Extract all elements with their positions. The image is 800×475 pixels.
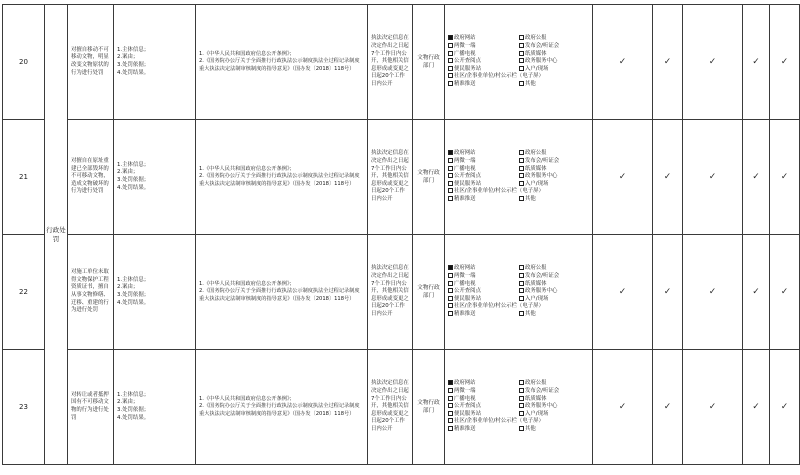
channel-label: 两微一端 <box>454 273 476 280</box>
disclosure-department: 文物行政部门 <box>413 120 445 235</box>
channel-label: 入户/现场 <box>525 410 549 417</box>
channel-option <box>448 35 519 43</box>
channel-list <box>448 35 590 88</box>
unchecked-box-icon <box>519 281 524 286</box>
unchecked-box-icon <box>519 273 524 278</box>
channel-label: 政府网站 <box>454 35 476 42</box>
channel-label: 公开查阅点 <box>454 403 481 410</box>
channel-label: 政务服务中心 <box>525 403 558 410</box>
channel-option <box>519 35 590 43</box>
unchecked-box-icon <box>448 181 453 186</box>
disclosure-elements <box>114 120 196 235</box>
channel-option <box>448 388 519 396</box>
channel-option <box>519 173 590 181</box>
element-line: 1.主体信息； <box>117 391 150 398</box>
channel-option <box>448 265 519 273</box>
channel-label: 精准推送 <box>454 80 476 87</box>
unchecked-box-icon <box>448 296 453 301</box>
channel-label: 发布会/听证会 <box>525 43 560 50</box>
check-mark-icon: ✓ <box>770 120 800 235</box>
channel-label: 政务服务中心 <box>525 58 558 65</box>
channel-label: 公开查阅点 <box>454 173 481 180</box>
check-mark-icon: ✓ <box>653 235 683 350</box>
disclosure-basis <box>196 350 368 465</box>
channel-label: 其他 <box>525 195 536 202</box>
check-mark-icon: ✓ <box>593 235 653 350</box>
channel-option <box>448 303 590 311</box>
element-line: 2.案由； <box>117 54 139 61</box>
channel-label: 广播电视 <box>454 165 476 172</box>
channel-label: 其他 <box>525 310 536 317</box>
channel-option <box>448 426 519 434</box>
disclosure-elements <box>114 5 196 120</box>
channel-label: 广播电视 <box>454 395 476 402</box>
channel-label: 政府公报 <box>525 265 547 272</box>
channel-label: 精准推送 <box>454 425 476 432</box>
element-line: 4.处罚结果。 <box>117 414 150 421</box>
element-line: 1.主体信息； <box>117 161 150 168</box>
basis-line: 2.《国务院办公厅关于全面推行行政执法公示制度执法全过程记录制度重大执法决定法制审核制度的指导意见》（国办发〔2018〕118号） <box>199 58 360 72</box>
disclosure-time: 执法决定信息在决定作出之日起7个工作日内公开，其他相关信息形成或变更之日起20个工作日内公开 <box>368 235 413 350</box>
unchecked-box-icon <box>448 411 453 416</box>
channel-option <box>448 150 519 158</box>
basis-line: 1.《中华人民共和国政府信息公开条例》； <box>199 395 295 402</box>
unchecked-box-icon <box>448 396 453 401</box>
channel-option <box>448 158 519 166</box>
channel-option <box>519 288 590 296</box>
channel-option <box>448 173 519 181</box>
unchecked-box-icon <box>448 66 453 71</box>
channel-option <box>448 188 590 196</box>
row-number: 22 <box>3 235 45 350</box>
disclosure-table <box>2 4 800 465</box>
unchecked-box-icon <box>448 158 453 163</box>
table-row <box>3 235 800 350</box>
unchecked-box-icon <box>448 196 453 201</box>
disclosure-basis <box>196 120 368 235</box>
channel-label: 发布会/听证会 <box>525 388 560 395</box>
disclosure-channels <box>445 120 593 235</box>
channel-label: 政府公报 <box>525 380 547 387</box>
channel-label: 其他 <box>525 80 536 87</box>
disclosure-basis <box>196 5 368 120</box>
unchecked-box-icon <box>519 173 524 178</box>
element-line: 3.处罚依据； <box>117 407 150 413</box>
channel-label: 纸质媒体 <box>525 165 547 172</box>
channel-label: 政府公报 <box>525 35 547 42</box>
element-line: 2.案由； <box>117 284 139 291</box>
item-name: 对擅自移动不可移动文物，明显改变文物原状的行为进行处罚 <box>68 5 114 120</box>
channel-option <box>448 311 519 319</box>
basis-line: 2.《国务院办公厅关于全面推行行政执法公示制度执法全过程记录制度重大执法决定法制审核制度的指导意见》（国办发〔2018〕118号） <box>199 173 360 187</box>
channel-option <box>448 380 519 388</box>
channel-label: 两微一端 <box>454 158 476 165</box>
channel-option <box>519 311 590 319</box>
disclosure-department: 文物行政部门 <box>413 350 445 465</box>
unchecked-box-icon <box>519 288 524 293</box>
item-name: 对擅自在原址重建已全部毁坏的不可移动文物，造成文物破坏的行为进行处罚 <box>68 120 114 235</box>
check-mark-icon: ✓ <box>683 350 743 465</box>
unchecked-box-icon <box>519 81 524 86</box>
channel-label: 便民服务站 <box>454 295 481 302</box>
channel-option <box>519 403 590 411</box>
checked-box-icon <box>448 380 453 385</box>
element-line: 3.处罚依据； <box>117 292 150 298</box>
channel-label: 便民服务站 <box>454 180 481 187</box>
channel-label: 便民服务站 <box>454 65 481 72</box>
channel-option <box>448 58 519 66</box>
unchecked-box-icon <box>519 51 524 56</box>
unchecked-box-icon <box>448 311 453 316</box>
check-mark-icon: ✓ <box>770 350 800 465</box>
channel-list <box>448 380 590 433</box>
disclosure-department: 文物行政部门 <box>413 235 445 350</box>
checked-box-icon <box>448 150 453 155</box>
unchecked-box-icon <box>448 173 453 178</box>
checked-box-icon <box>448 265 453 270</box>
unchecked-box-icon <box>448 273 453 278</box>
channel-label: 纸质媒体 <box>525 280 547 287</box>
channel-option <box>519 196 590 204</box>
check-mark-icon: ✓ <box>770 5 800 120</box>
channel-list <box>448 150 590 203</box>
channel-option <box>519 426 590 434</box>
unchecked-box-icon <box>519 380 524 385</box>
channel-label: 政府网站 <box>454 380 476 387</box>
channel-option <box>448 273 519 281</box>
unchecked-box-icon <box>448 58 453 63</box>
channel-option <box>519 81 590 89</box>
channel-label: 公开查阅点 <box>454 58 481 65</box>
element-line: 2.案由； <box>117 169 139 176</box>
channel-label: 政府公报 <box>525 150 547 157</box>
element-line: 4.处罚结果。 <box>117 184 150 191</box>
unchecked-box-icon <box>519 311 524 316</box>
channel-label: 精准推送 <box>454 310 476 317</box>
unchecked-box-icon <box>448 303 453 308</box>
element-line: 1.主体信息； <box>117 46 150 53</box>
channel-label: 精准推送 <box>454 195 476 202</box>
channel-option <box>448 288 519 296</box>
item-name: 对施工单位未取得文物保护工程资质证书，擅自从事文物修缮、迁移、重建的行为进行处罚 <box>68 235 114 350</box>
check-mark-icon: ✓ <box>683 5 743 120</box>
channel-label: 入户/现场 <box>525 180 549 187</box>
channel-option <box>448 418 590 426</box>
check-mark-icon: ✓ <box>593 120 653 235</box>
unchecked-box-icon <box>448 188 453 193</box>
channel-label: 入户/现场 <box>525 295 549 302</box>
row-number: 21 <box>3 120 45 235</box>
element-line: 3.处罚依据； <box>117 62 150 68</box>
channel-label: 社区/企事业单位/村公示栏（电子屏） <box>454 418 544 425</box>
channel-option <box>448 196 519 204</box>
disclosure-department: 文物行政部门 <box>413 5 445 120</box>
check-mark-icon: ✓ <box>593 350 653 465</box>
disclosure-channels <box>445 5 593 120</box>
unchecked-box-icon <box>448 281 453 286</box>
channel-label: 社区/企事业单位/村公示栏（电子屏） <box>454 73 544 80</box>
channel-label: 发布会/听证会 <box>525 273 560 280</box>
channel-label: 广播电视 <box>454 50 476 57</box>
check-mark-icon: ✓ <box>743 120 770 235</box>
table-row <box>3 5 800 120</box>
unchecked-box-icon <box>519 396 524 401</box>
element-line: 3.处罚依据； <box>117 177 150 183</box>
channel-label: 公开查阅点 <box>454 288 481 295</box>
unchecked-box-icon <box>448 81 453 86</box>
check-mark-icon: ✓ <box>743 235 770 350</box>
disclosure-channels <box>445 350 593 465</box>
unchecked-box-icon <box>519 150 524 155</box>
channel-option <box>519 58 590 66</box>
unchecked-box-icon <box>519 35 524 40</box>
disclosure-elements <box>114 235 196 350</box>
channel-list <box>448 265 590 318</box>
unchecked-box-icon <box>519 158 524 163</box>
unchecked-box-icon <box>519 66 524 71</box>
channel-label: 社区/企事业单位/村公示栏（电子屏） <box>454 303 544 310</box>
check-mark-icon: ✓ <box>683 235 743 350</box>
element-line: 4.处罚结果。 <box>117 69 150 76</box>
channel-label: 纸质媒体 <box>525 50 547 57</box>
item-name: 对转让或者抵押国有不可移动文物的行为进行处罚 <box>68 350 114 465</box>
basis-line: 1.《中华人民共和国政府信息公开条例》； <box>199 280 295 287</box>
disclosure-channels <box>445 235 593 350</box>
channel-option <box>519 158 590 166</box>
unchecked-box-icon <box>519 58 524 63</box>
row-number: 20 <box>3 5 45 120</box>
unchecked-box-icon <box>519 296 524 301</box>
unchecked-box-icon <box>448 43 453 48</box>
channel-option <box>448 43 519 51</box>
check-mark-icon: ✓ <box>653 120 683 235</box>
channel-option <box>519 273 590 281</box>
check-mark-icon: ✓ <box>593 5 653 120</box>
basis-line: 1.《中华人民共和国政府信息公开条例》； <box>199 50 295 57</box>
disclosure-time: 执法决定信息在决定作出之日起7个工作日内公开，其他相关信息形成或变更之日起20个工作日内公开 <box>368 5 413 120</box>
basis-line: 2.《国务院办公厅关于全面推行行政执法公示制度执法全过程记录制度重大执法决定法制审核制度的指导意见》（国办发〔2018〕118号） <box>199 288 360 302</box>
unchecked-box-icon <box>519 181 524 186</box>
channel-option <box>448 81 519 89</box>
check-mark-icon: ✓ <box>653 5 683 120</box>
channel-option <box>519 388 590 396</box>
element-line: 4.处罚结果。 <box>117 299 150 306</box>
unchecked-box-icon <box>448 403 453 408</box>
unchecked-box-icon <box>448 426 453 431</box>
row-number: 23 <box>3 350 45 465</box>
channel-label: 政府网站 <box>454 265 476 272</box>
channel-option <box>519 265 590 273</box>
channel-label: 其他 <box>525 425 536 432</box>
table-row <box>3 350 800 465</box>
channel-option <box>519 43 590 51</box>
channel-label: 纸质媒体 <box>525 395 547 402</box>
check-mark-icon: ✓ <box>743 350 770 465</box>
channel-option <box>519 150 590 158</box>
unchecked-box-icon <box>448 388 453 393</box>
unchecked-box-icon <box>448 51 453 56</box>
channel-label: 两微一端 <box>454 388 476 395</box>
unchecked-box-icon <box>519 265 524 270</box>
check-mark-icon: ✓ <box>770 235 800 350</box>
checked-box-icon <box>448 35 453 40</box>
unchecked-box-icon <box>448 418 453 423</box>
unchecked-box-icon <box>519 388 524 393</box>
channel-label: 政府网站 <box>454 150 476 157</box>
unchecked-box-icon <box>448 73 453 78</box>
unchecked-box-icon <box>519 43 524 48</box>
disclosure-time: 执法决定信息在决定作出之日起7个工作日内公开，其他相关信息形成或变更之日起20个工作日内公开 <box>368 120 413 235</box>
basis-line: 1.《中华人民共和国政府信息公开条例》； <box>199 165 295 172</box>
check-mark-icon: ✓ <box>683 120 743 235</box>
unchecked-box-icon <box>448 166 453 171</box>
channel-label: 便民服务站 <box>454 410 481 417</box>
unchecked-box-icon <box>519 166 524 171</box>
basis-line: 2.《国务院办公厅关于全面推行行政执法公示制度执法全过程记录制度重大执法决定法制审核制度的指导意见》（国办发〔2018〕118号） <box>199 403 360 417</box>
check-mark-icon: ✓ <box>743 5 770 120</box>
channel-label: 政务服务中心 <box>525 173 558 180</box>
channel-option <box>448 403 519 411</box>
channel-option <box>519 380 590 388</box>
category-cell: 行政处罚 <box>45 5 68 465</box>
channel-label: 社区/企事业单位/村公示栏（电子屏） <box>454 188 544 195</box>
element-line: 1.主体信息； <box>117 276 150 283</box>
unchecked-box-icon <box>448 288 453 293</box>
unchecked-box-icon <box>519 426 524 431</box>
unchecked-box-icon <box>519 411 524 416</box>
table-row <box>3 120 800 235</box>
disclosure-time: 执法决定信息在决定作出之日起7个工作日内公开，其他相关信息形成或变更之日起20个工作日内公开 <box>368 350 413 465</box>
element-line: 2.案由； <box>117 399 139 406</box>
channel-label: 发布会/听证会 <box>525 158 560 165</box>
channel-label: 入户/现场 <box>525 65 549 72</box>
disclosure-basis <box>196 235 368 350</box>
channel-option <box>448 73 590 81</box>
channel-label: 广播电视 <box>454 280 476 287</box>
unchecked-box-icon <box>519 403 524 408</box>
disclosure-elements <box>114 350 196 465</box>
check-mark-icon: ✓ <box>653 350 683 465</box>
unchecked-box-icon <box>519 196 524 201</box>
channel-label: 政务服务中心 <box>525 288 558 295</box>
channel-label: 两微一端 <box>454 43 476 50</box>
